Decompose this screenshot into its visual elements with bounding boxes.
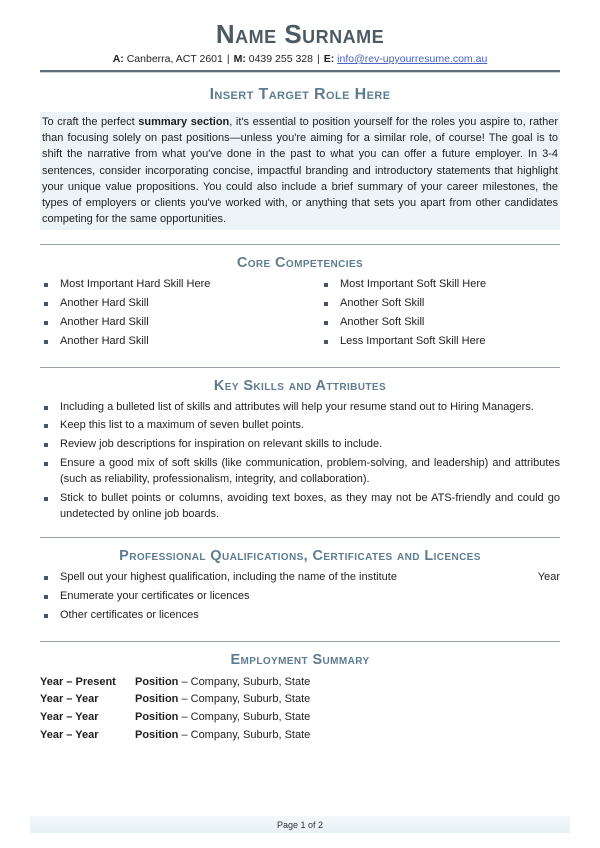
list-item: [40, 296, 300, 312]
bullet-square-icon: [324, 321, 328, 325]
bullet-square-icon: [44, 576, 48, 580]
bullet-square-icon: [44, 424, 48, 428]
page-title: Name Surname: [215, 19, 385, 49]
list-item: [320, 334, 560, 350]
summary-rest: , it's essential to position yourself for the roles you aspire to, rather than focusing solely on past positions—unless you're aiming for a similar role, of course! The goal is to shift the narrative from what you've done in the past to what you can offer a future employer. In 3-4 sentences, consider incorporating concise, impactful branding and introductory statements that highlight your unique value propositions. You could also include a brief summary of your career milestones, the types of employers or clients you've worked with, or anything that sets you apart from other candidates competing for the same opportunities.: [42, 115, 559, 226]
mobile-value: 0439 255 328: [248, 52, 313, 65]
list-item: [40, 589, 552, 605]
contact-email: [324, 53, 488, 65]
bullet-square-icon: [44, 321, 48, 325]
header-rule: [40, 70, 560, 73]
list-item: [40, 400, 560, 416]
skill-label: Another Soft Skill: [340, 296, 425, 309]
employment-period: Year – Present: [40, 675, 116, 688]
bullet-square-icon: [44, 406, 48, 410]
bullet-square-icon: [44, 614, 48, 618]
skill-tip: Keep this list to a maximum of seven bullet points.: [60, 419, 304, 432]
section-divider: [40, 244, 560, 245]
employment-table: [40, 675, 560, 743]
footer-page-bar: [30, 816, 570, 833]
qualification-text: Spell out your highest qualification, including the name of the institute: [60, 571, 397, 584]
section-divider: [40, 641, 560, 642]
qualification-row: [40, 570, 560, 589]
position-label: Position: [135, 728, 179, 741]
skill-label: Most Important Hard Skill Here: [60, 277, 211, 290]
section-divider: [40, 537, 560, 538]
key-skills-list: [40, 400, 560, 524]
list-item: [40, 315, 300, 331]
summary-bold-term: summary section: [138, 115, 230, 128]
position-label: Position: [135, 711, 179, 724]
list-item: [40, 456, 560, 488]
position-label: Position: [135, 675, 179, 688]
page-number-label: Page 1 of 2: [276, 819, 324, 830]
qualification-text: Other certificates or licences: [60, 608, 199, 621]
list-item: [40, 570, 530, 586]
skill-tip: Review job descriptions for inspiration on relevant skills to include.: [60, 438, 383, 451]
employment-row: [40, 675, 560, 691]
employment-row: [40, 692, 560, 708]
position-detail: – Company, Suburb, State: [178, 711, 311, 724]
mobile-label: M:: [233, 52, 246, 65]
list-item: [320, 296, 560, 312]
employment-period: Year – Year: [40, 728, 99, 741]
employment-row: [40, 710, 560, 726]
soft-skills-list: [300, 277, 560, 353]
contact-separator: |: [226, 52, 230, 65]
skill-tip: Including a bulleted list of skills and attributes will help your resume stand out to Hiring Managers.: [60, 400, 534, 413]
summary-paragraph: [40, 112, 560, 230]
qualification-text: Enumerate your certificates or licences: [60, 590, 250, 602]
skill-label: Less Important Soft Skill Here: [340, 334, 486, 347]
contact-mobile: [234, 53, 313, 65]
qualification-year: [552, 589, 560, 608]
bullet-square-icon: [324, 340, 328, 344]
employment-period: Year – Year: [40, 711, 99, 724]
address-value: Canberra, ACT 2601: [126, 52, 223, 65]
summary-lead: To craft the perfect: [42, 115, 139, 128]
position-detail: – Company, Suburb, State: [178, 675, 311, 688]
qualifications-heading: Professional Qualifications, Certificates and Licences: [119, 548, 481, 565]
skill-tip: Ensure a good mix of soft skills (like communication, problem-solving, and leadership) and attributes (such as reliability, professionalism, integrity, and collaboration).: [60, 457, 560, 486]
list-item: [320, 315, 560, 331]
address-label: A:: [112, 52, 124, 65]
list-item: [40, 491, 560, 523]
employment-summary-heading: Employment Summary: [230, 651, 370, 668]
bullet-square-icon: [44, 340, 48, 344]
target-role-heading: Insert Target Role Here: [209, 85, 391, 103]
key-skills-heading: Key Skills and Attributes: [213, 377, 387, 394]
core-competencies-heading: Core Competencies: [236, 254, 364, 271]
list-item: [320, 277, 560, 293]
position-detail: – Company, Suburb, State: [178, 693, 311, 706]
list-item: [40, 277, 300, 293]
bullet-square-icon: [44, 462, 48, 466]
email-label: E:: [323, 52, 335, 65]
skill-label: Another Hard Skill: [60, 296, 149, 309]
qualification-row: [40, 608, 560, 627]
employment-row: [40, 728, 560, 744]
skill-label: Another Hard Skill: [60, 334, 149, 347]
skill-label: Most Important Soft Skill Here: [340, 277, 487, 290]
bullet-square-icon: [44, 443, 48, 447]
employment-position: [135, 728, 310, 744]
qualification-row: [40, 589, 560, 608]
bullet-square-icon: [44, 595, 48, 599]
email-link[interactable]: info@rev-upyourresume.com.au: [337, 52, 488, 65]
employment-position: [135, 710, 310, 726]
qualifications-list: [40, 570, 560, 627]
contact-address: [113, 53, 223, 65]
skill-label: Another Soft Skill: [340, 315, 425, 328]
employment-position: [135, 692, 310, 708]
employment-position: [135, 675, 310, 691]
bullet-square-icon: [44, 497, 48, 501]
bullet-square-icon: [44, 302, 48, 306]
list-item: [40, 437, 560, 453]
qualification-year: Year: [537, 571, 560, 584]
bullet-square-icon: [324, 302, 328, 306]
contact-separator: |: [316, 52, 320, 65]
section-divider: [40, 367, 560, 368]
employment-period: Year – Year: [40, 693, 99, 706]
list-item: [40, 608, 552, 624]
bullet-square-icon: [44, 283, 48, 287]
hard-skills-list: [40, 277, 300, 353]
list-item: [40, 334, 300, 350]
skill-tip: Stick to bullet points or columns, avoiding text boxes, as they may not be ATS-friendly and could go undetected by online job boards.: [60, 492, 560, 521]
list-item: [40, 418, 560, 434]
skill-label: Another Hard Skill: [60, 315, 149, 328]
core-competencies-columns: [40, 277, 560, 353]
position-label: Position: [135, 693, 179, 706]
position-detail: – Company, Suburb, State: [178, 728, 311, 741]
qualification-year: [552, 608, 560, 627]
contact-line: [40, 53, 560, 65]
bullet-square-icon: [324, 283, 328, 287]
